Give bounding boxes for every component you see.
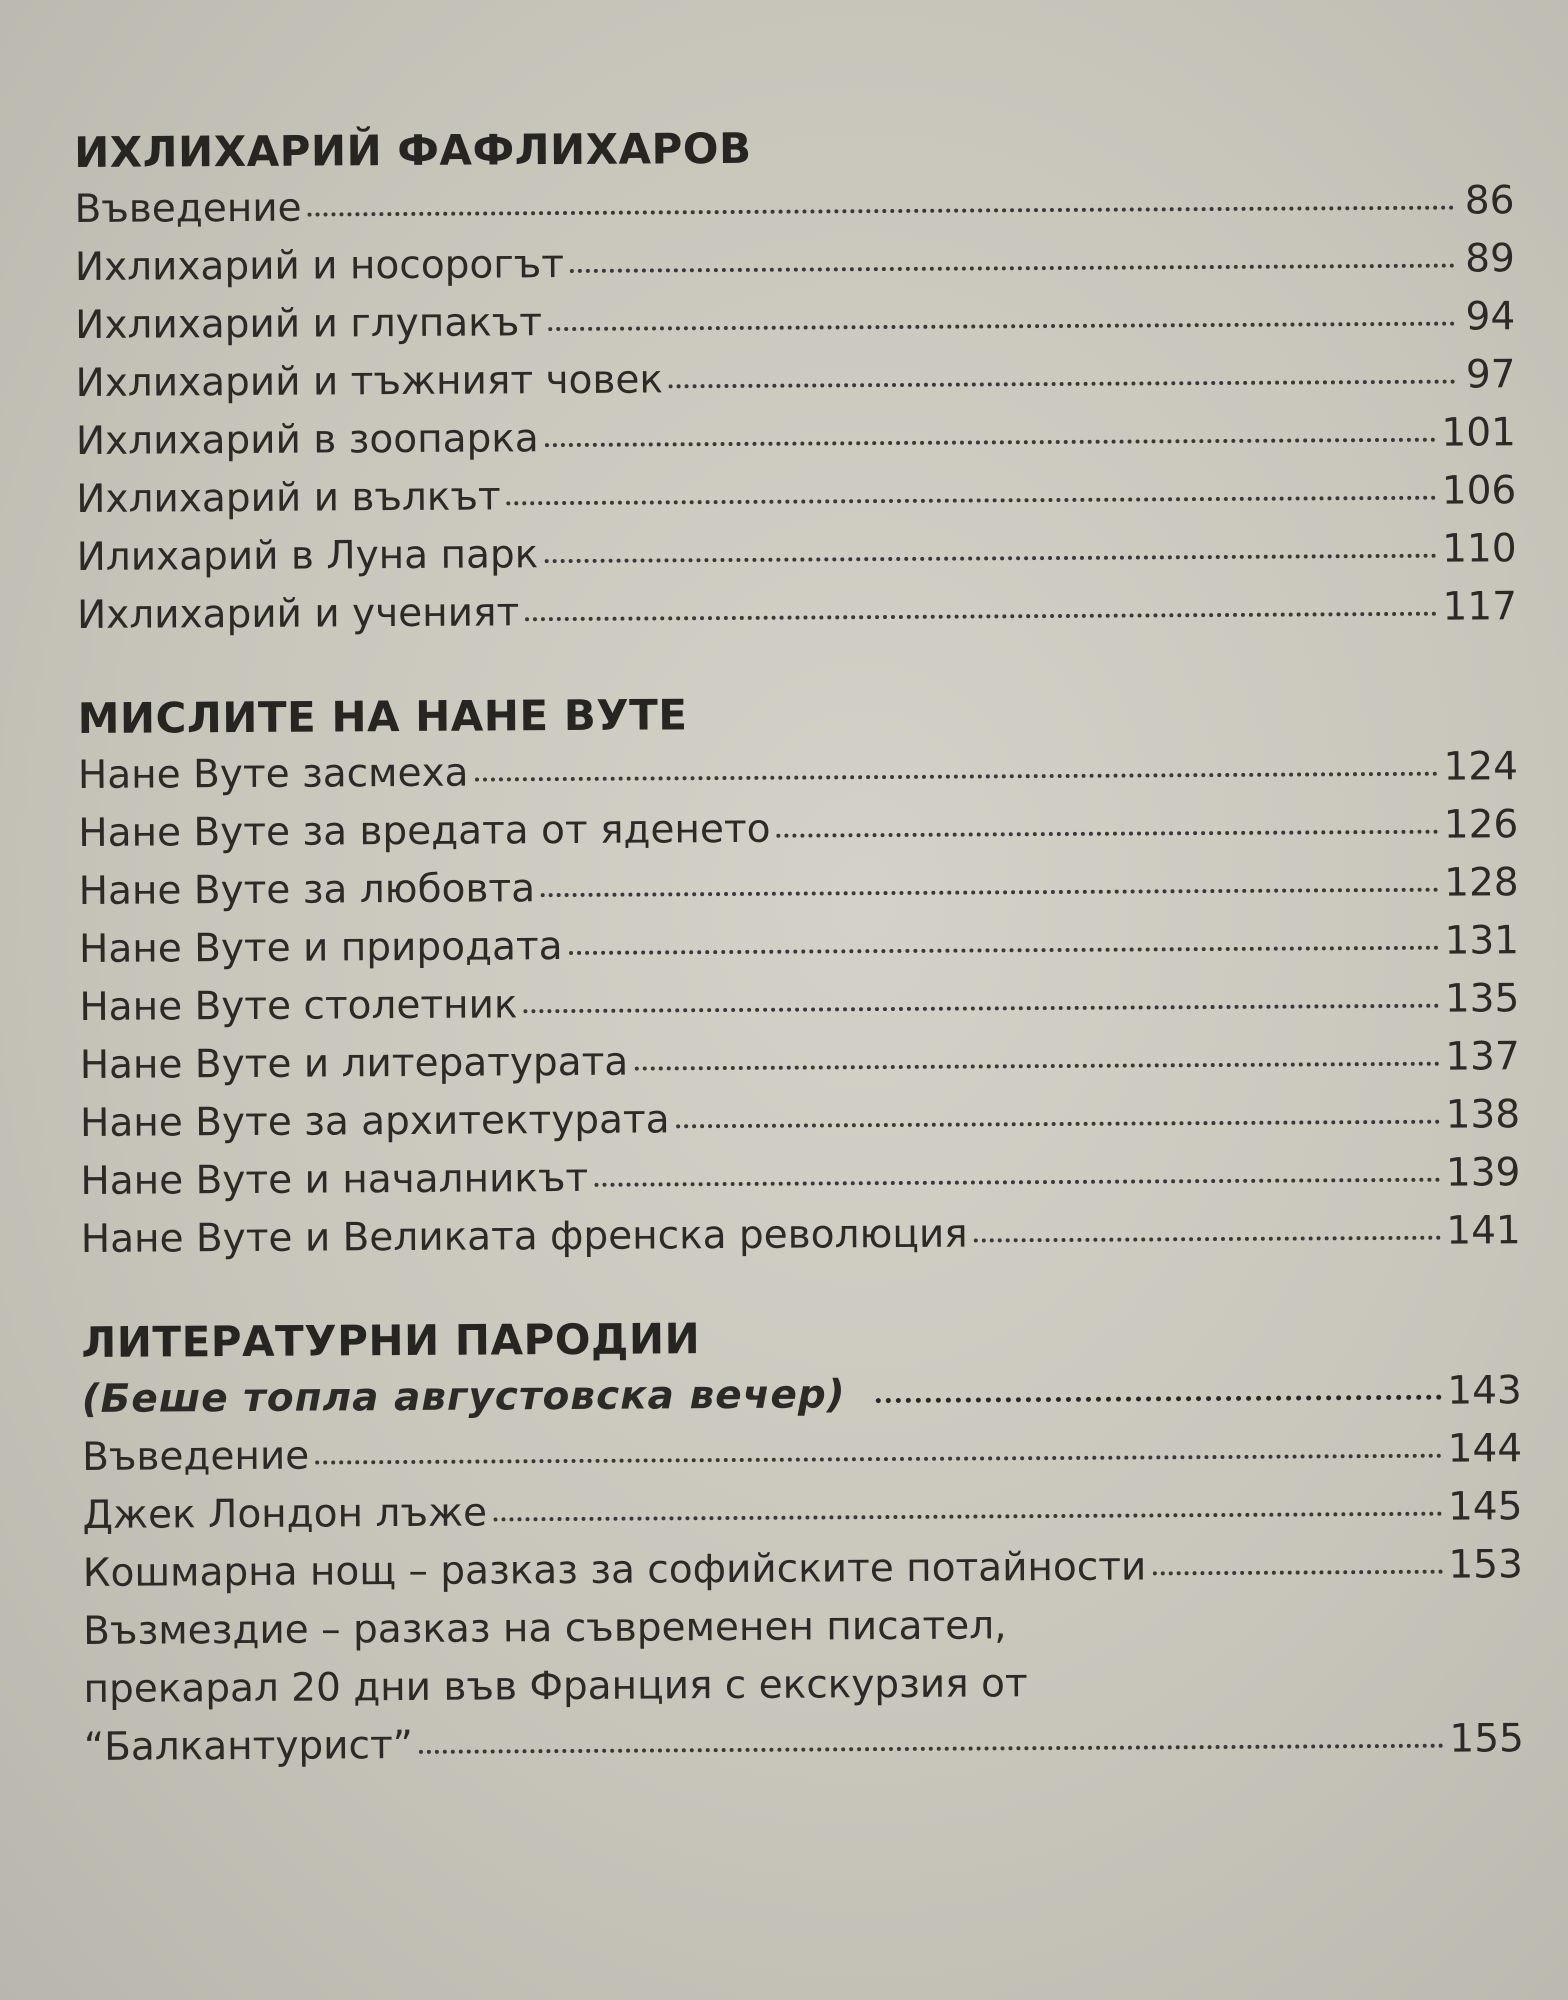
leader-dots	[524, 1003, 1439, 1014]
toc-entry	[76, 462, 1516, 529]
entry-title: Ихлихарий и ученият	[76, 590, 520, 638]
toc-entry	[82, 1478, 1522, 1545]
entry-title: Илихарий в Луна парк	[76, 532, 539, 580]
entry-title: Нане Вуте засмеха	[77, 750, 469, 798]
toc-entry	[82, 1420, 1522, 1487]
entry-page-number: 117	[1442, 584, 1518, 630]
toc-entry	[81, 1202, 1521, 1269]
entry-page-number: 110	[1442, 526, 1517, 572]
entry-title: Ихлихарий и вълкът	[76, 474, 501, 522]
table-of-contents	[74, 116, 1524, 1823]
toc-entry	[74, 172, 1514, 239]
entry-title: Джек Лондон лъже	[82, 1490, 488, 1538]
toc-entry	[78, 796, 1518, 863]
leader-dots	[525, 611, 1436, 622]
entry-page-number: 143	[1447, 1368, 1522, 1414]
entry-title: “Балкантурист”	[83, 1722, 414, 1770]
leader-dots	[569, 945, 1439, 955]
leader-dots	[594, 1177, 1440, 1187]
toc-section	[77, 682, 1521, 1269]
leader-dots	[634, 1061, 1439, 1071]
entry-title: Нане Вуте за любовта	[78, 866, 536, 914]
entry-page-number: 144	[1447, 1426, 1523, 1472]
entry-page-number: 89	[1465, 236, 1515, 282]
toc-entry	[78, 738, 1518, 805]
leader-dots	[676, 1119, 1440, 1129]
toc-entry	[80, 1086, 1520, 1153]
toc-subtitle-entry	[82, 1362, 1522, 1429]
toc-entry	[75, 230, 1515, 297]
entry-title: Ихлихарий и глупакът	[75, 300, 543, 348]
entry-page-number: 124	[1443, 744, 1519, 790]
entry-title: Ихлихарий и носорогът	[74, 242, 565, 290]
leader-dots	[475, 771, 1438, 782]
entry-page-number: 138	[1445, 1092, 1521, 1138]
leader-dots	[669, 379, 1456, 389]
entry-page-number: 106	[1441, 468, 1517, 514]
toc-entry	[79, 970, 1519, 1037]
entry-page-number: 126	[1443, 802, 1519, 848]
toc-entry	[75, 346, 1515, 413]
entry-title: Въведение	[82, 1433, 310, 1480]
leader-dots	[777, 829, 1438, 838]
leader-dots	[308, 205, 1455, 217]
leader-dots	[507, 495, 1436, 506]
leader-dots	[1152, 1569, 1442, 1576]
entry-page-number: 135	[1444, 976, 1520, 1022]
entry-title: Нане Вуте и природата	[78, 924, 563, 972]
entry-title: Ихлихарий и тъжният човек	[75, 357, 664, 406]
entry-title: Нане Вуте и началникът	[80, 1155, 589, 1204]
leader-dots	[548, 321, 1455, 332]
toc-entry	[83, 1536, 1523, 1603]
toc-section	[74, 116, 1517, 645]
toc-entry	[80, 1144, 1520, 1211]
entry-title: Нане Вуте и литературата	[79, 1039, 629, 1088]
entry-title: Нане Вуте за архитектурата	[79, 1097, 670, 1146]
leader-dots	[541, 887, 1438, 897]
toc-entry	[76, 520, 1516, 587]
entry-page-number: 139	[1445, 1150, 1521, 1196]
entry-title: Нане Вуте за вредата от яденето	[78, 806, 771, 856]
entry-page-number: 101	[1441, 410, 1517, 456]
entry-page-number: 94	[1465, 294, 1516, 340]
entry-page-number: 145	[1447, 1484, 1523, 1530]
entry-title-line: Възмездие – разказ на съвременен писател,	[83, 1603, 1007, 1654]
section-title: ЛИТЕРАТУРНИ ПАРОДИИ	[81, 1314, 701, 1367]
toc-section	[81, 1306, 1524, 1777]
leader-dots	[570, 263, 1455, 273]
leader-dots	[974, 1235, 1441, 1243]
entry-title: Кошмарна нощ – разказ за софийските потайности	[82, 1544, 1147, 1596]
entry-title: (Беше топла августовска вечер)	[81, 1372, 846, 1422]
entry-title: Нане Вуте столетник	[79, 982, 518, 1030]
entry-title: Въведение	[74, 185, 302, 232]
entry-page-number: 155	[1449, 1716, 1525, 1762]
leader-dots	[876, 1394, 1442, 1403]
toc-entry	[80, 1028, 1520, 1095]
leader-dots	[544, 553, 1436, 563]
leader-dots	[419, 1743, 1444, 1754]
entry-title-line: прекарал 20 дни във Франция с екскурзия от	[83, 1661, 1028, 1712]
section-title: ИХЛИХАРИЙ ФАФЛИХАРОВ	[74, 123, 752, 177]
entry-page-number: 141	[1446, 1208, 1521, 1254]
entry-title: Ихлихарий в зоопарка	[75, 416, 539, 464]
leader-dots	[493, 1511, 1442, 1522]
entry-page-number: 153	[1448, 1542, 1523, 1588]
entry-page-number: 128	[1444, 860, 1519, 906]
section-title: МИСЛИТЕ НА НАНЕ ВУТЕ	[77, 690, 688, 743]
entry-page-number: 86	[1464, 178, 1515, 224]
entry-page-number: 97	[1465, 352, 1516, 398]
toc-entry	[84, 1710, 1524, 1777]
leader-dots	[315, 1453, 1441, 1465]
entry-page-number: 137	[1445, 1034, 1520, 1080]
toc-entry	[76, 404, 1516, 471]
toc-entry	[75, 288, 1515, 355]
toc-entry	[77, 578, 1517, 645]
toc-entry	[79, 912, 1519, 979]
toc-entry	[79, 854, 1519, 921]
entry-title: Нане Вуте и Великата френска революция	[80, 1211, 968, 1262]
leader-dots	[545, 437, 1436, 447]
entry-page-number: 131	[1444, 918, 1520, 964]
